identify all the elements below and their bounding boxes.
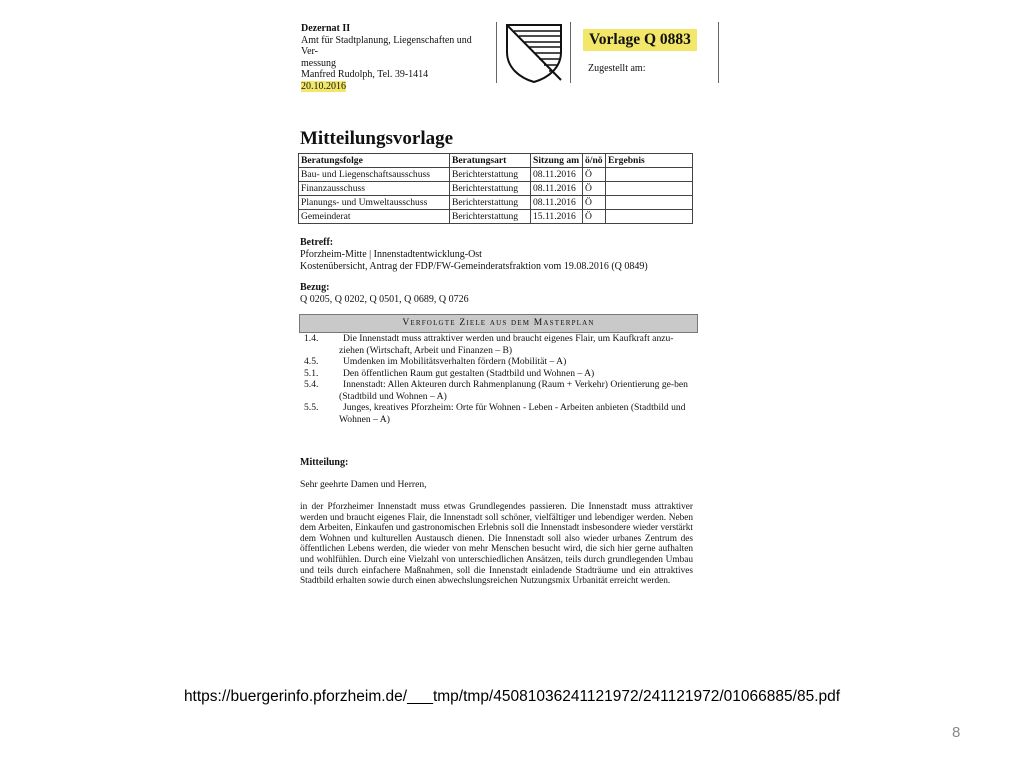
goal-number: 1.4. — [304, 333, 319, 344]
dept-name: Dezernat II — [301, 23, 351, 34]
table-cell — [606, 168, 693, 182]
table-cell — [606, 196, 693, 210]
table-cell: Berichterstattung — [450, 210, 531, 224]
betreff-label: Betreff: — [300, 237, 334, 248]
table-cell: 08.11.2016 — [531, 196, 583, 210]
table-row — [299, 168, 693, 182]
zugestellt-label: Zugestellt am: — [588, 63, 646, 74]
table-cell: Ö — [583, 182, 606, 196]
mitteilung-body: in der Pforzheimer Innenstadt muss etwas Grundlegendes passieren. Die Innenstadt muss attraktiver werden und braucht eigenes Flair, die Innenstadt soll schöner, vielfältiger und lebendiger werden. Neben dem Arbeiten, Einkaufen und gastronomischen Erlebnis soll die Innenstadt insbesondere wieder verstärkt dem Wohnen und kulturellen Austausch dienen. Die Innenstadt soll also wieder urbanes Zentrum des öffentlichen Lebens werden, die wieder von mehr Menschen besucht wird, die sich hier gerne aufhalten und wohlfühlen. Durch eine Vielzahl von unterschiedlichen Ansätzen, teils durch grundlegenden Umbau und teils durch einfachere Maßnahmen, soll die Innenstadt einladende Stadträume und ein attraktives Stadtbild erhalten sowie durch einen abwechslungsreichen Nutzungsmix Urbanität erreicht werden. — [300, 502, 693, 587]
table-cell: Ö — [583, 168, 606, 182]
ziele-heading: Verfolgte Ziele aus dem Masterplan — [299, 314, 698, 333]
list-item — [304, 379, 692, 402]
city-crest-icon — [504, 22, 564, 84]
table-cell: 15.11.2016 — [531, 210, 583, 224]
vorlage-number: Vorlage Q 0883 — [583, 29, 697, 51]
col-header: Sitzung am — [531, 154, 583, 168]
beratung-table — [298, 153, 693, 224]
table-cell: Berichterstattung — [450, 182, 531, 196]
table-cell: 08.11.2016 — [531, 168, 583, 182]
goal-text: Umdenken im Mobilitätsverhalten fördern (Mobilität – A) — [343, 356, 567, 367]
table-cell: Ö — [583, 210, 606, 224]
goal-number: 5.4. — [304, 379, 319, 390]
table-cell: Berichterstattung — [450, 196, 531, 210]
betreff-line-2: Kostenübersicht, Antrag der FDP/FW-Gemeinderatsfraktion vom 19.08.2016 (Q 0849) — [300, 260, 648, 272]
goal-text: Den öffentlichen Raum gut gestalten (Stadtbild und Wohnen – A) — [343, 367, 595, 379]
goals-list — [304, 333, 692, 425]
table-cell: Planungs- und Umweltausschuss — [299, 196, 450, 210]
document-date: 20.10.2016 — [301, 80, 346, 92]
table-row — [299, 210, 693, 224]
table-row — [299, 196, 693, 210]
goal-number: 5.1. — [304, 367, 319, 379]
table-cell: Finanzausschuss — [299, 182, 450, 196]
table-cell — [606, 182, 693, 196]
sender-block — [301, 23, 491, 93]
office-line-2: messung — [301, 57, 336, 69]
col-header: Ergebnis — [606, 154, 693, 168]
goal-number: 4.5. — [304, 356, 319, 367]
header-divider-left — [496, 22, 497, 83]
col-header: Beratungsart — [450, 154, 531, 168]
col-header: Beratungsfolge — [299, 154, 450, 168]
col-header: ö/nö — [583, 154, 606, 168]
table-cell: Gemeinderat — [299, 210, 450, 224]
bezug-label: Bezug: — [300, 282, 330, 293]
table-cell: 08.11.2016 — [531, 182, 583, 196]
table-cell: Berichterstattung — [450, 168, 531, 182]
table-cell — [606, 210, 693, 224]
goal-text: Innenstadt: Allen Akteuren durch Rahmenplanung (Raum + Verkehr) Orientierung ge-ben (Stadtbild und Wohnen – A) — [339, 379, 688, 402]
list-item — [304, 368, 692, 380]
list-item — [304, 333, 692, 356]
goal-text: Junges, kreatives Pforzheim: Orte für Wohnen - Leben - Arbeiten anbieten (Stadtbild und Wohnen – A) — [339, 402, 686, 425]
header-divider-middle — [570, 22, 571, 83]
page-number: 8 — [952, 724, 961, 741]
office-line-1: Amt für Stadtplanung, Liegenschaften und Ver- — [301, 34, 472, 58]
betreff-section — [300, 237, 648, 272]
bezug-text: Q 0205, Q 0202, Q 0501, Q 0689, Q 0726 — [300, 293, 469, 305]
source-url: https://buergerinfo.pforzheim.de/___tmp/tmp/45081036241121972/241121972/01066885/85.pdf — [183, 688, 841, 705]
contact-line: Manfred Rudolph, Tel. 39-1414 — [301, 69, 429, 81]
greeting: Sehr geehrte Damen und Herren, — [300, 479, 427, 490]
goal-text: Die Innenstadt muss attraktiver werden und braucht eigenes Flair, um Kaufkraft anzu-ziehen (Wirtschaft, Arbeit und Finanzen – B) — [339, 333, 674, 356]
table-cell: Bau- und Liegenschaftsausschuss — [299, 168, 450, 182]
header-divider-right — [718, 22, 719, 83]
betreff-line-1: Pforzheim-Mitte | Innenstadtentwicklung-Ost — [300, 248, 482, 260]
goal-number: 5.5. — [304, 402, 319, 413]
table-header-row — [299, 154, 693, 168]
table-row — [299, 182, 693, 196]
page-title: Mitteilungsvorlage — [300, 128, 454, 149]
list-item — [304, 402, 692, 425]
bezug-section — [300, 282, 469, 306]
list-item — [304, 356, 692, 368]
mitteilung-label: Mitteilung: — [300, 457, 349, 468]
table-cell: Ö — [583, 196, 606, 210]
